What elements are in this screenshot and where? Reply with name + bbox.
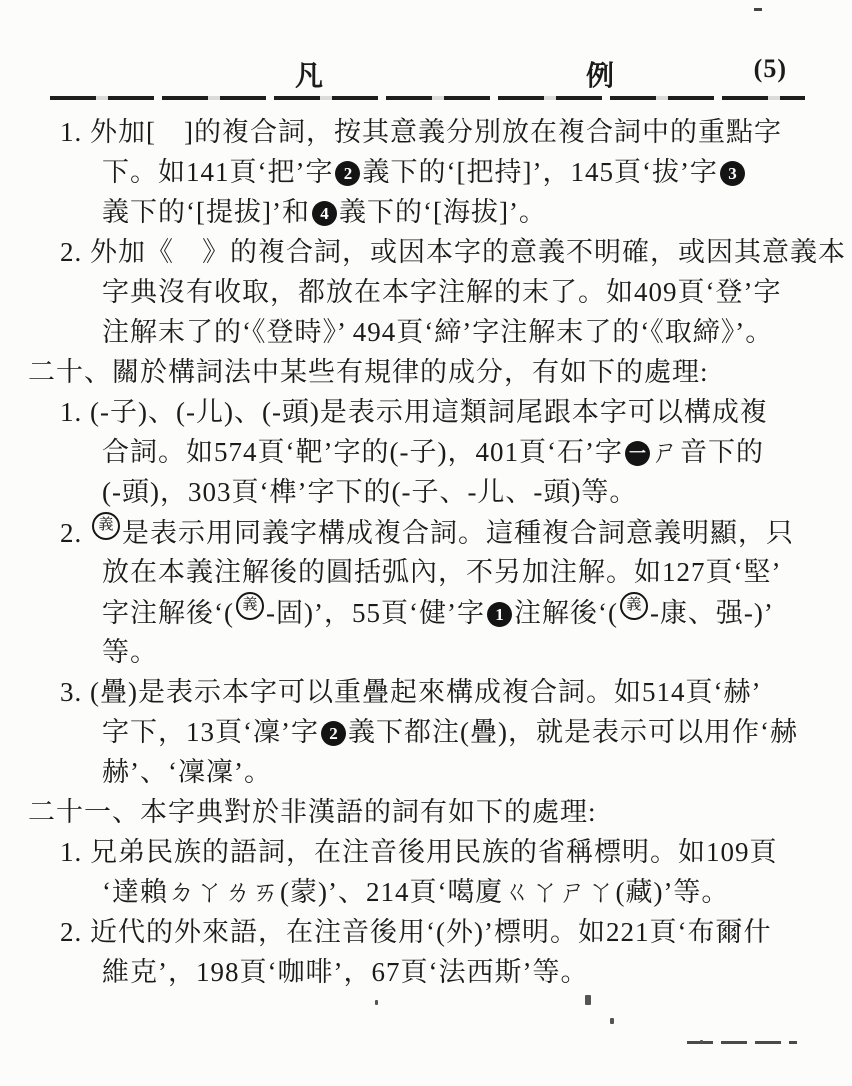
running-title-char: 凡: [295, 61, 325, 92]
text-body: [28, 112, 846, 992]
text-run: 2. 近代的外來語，在注音後用‘(外)’標明。如221頁‘布爾什: [60, 917, 772, 947]
text-line: [60, 112, 828, 152]
text-line: [102, 752, 828, 792]
text-run: -固)’，55頁‘健’字: [265, 598, 485, 628]
text-run: ‘達賴ㄉㄚㄌㄞ(蒙)’、214頁‘噶廈ㄍㄚㄕㄚ(藏)’等。: [102, 877, 730, 907]
sense-number-badge: 一: [625, 441, 650, 466]
text-line: [102, 472, 828, 512]
text-run: 二十一、本字典對於非漢語的詞有如下的處理:: [28, 797, 597, 827]
text-run: 是表示用同義字構成複合詞。這種複合詞意義明顯，只: [122, 518, 794, 548]
scan-speck: [585, 995, 591, 1005]
text-run: 注解末了的‘《登時》’ 494頁‘締’字注解末了的‘《取締》’。: [102, 317, 774, 347]
text-run: 3. (疊)是表示本字可以重疊起來構成複合詞。如514頁‘赫’: [60, 677, 762, 707]
running-title-char: 例: [585, 61, 615, 92]
text-run: 義下的‘[提拔]’和: [102, 197, 310, 227]
sense-number-badge: 2: [321, 721, 346, 746]
text-run: 義下的‘[海拔]’。: [338, 197, 547, 227]
text-line: [60, 912, 828, 952]
text-run: 2.: [60, 518, 90, 548]
scan-speck: [754, 8, 762, 11]
text-run: 放在本義注解後的圓括弧內，不另加注解。如127頁‘堅’: [102, 557, 782, 587]
text-line: [102, 632, 828, 672]
scan-speck: [375, 1000, 378, 1005]
text-line: [102, 192, 828, 232]
text-run: 維克’，198頁‘咖啡’，67頁‘法西斯’等。: [102, 957, 589, 987]
sense-number-badge: 3: [720, 161, 745, 186]
text-run: 1. 外加[ ]的複合詞，按其意義分別放在複合詞中的重點字: [60, 117, 782, 147]
text-run: 字注解後‘(: [102, 598, 234, 628]
text-line: [102, 432, 828, 472]
text-line: [28, 792, 828, 832]
text-line: [60, 392, 828, 432]
text-run: 二十、關於構詞法中某些有規律的成分，有如下的處理:: [28, 357, 709, 387]
text-run: 合詞。如574頁‘靶’字的(-子)，401頁‘石’字: [102, 437, 623, 467]
text-run: 字典沒有收取，都放在本字注解的末了。如409頁‘登’字: [102, 277, 782, 307]
text-line: [102, 952, 828, 992]
text-run: 等。: [102, 637, 158, 667]
page-number: (5): [753, 54, 787, 83]
text-run: 1. 兄弟民族的語詞，在注音後用民族的省稱標明。如109頁: [60, 837, 778, 867]
sense-number-badge: 1: [487, 602, 512, 627]
text-line: [102, 712, 828, 752]
scan-speck: [610, 1018, 614, 1024]
text-run: 赫’、‘凜凜’。: [102, 757, 272, 787]
text-run: 注解後‘(: [513, 598, 618, 628]
text-run: 下。如141頁‘把’字: [102, 157, 334, 187]
synonym-circle-mark: 義: [236, 592, 264, 620]
text-line: [102, 592, 828, 632]
page-header: [55, 54, 805, 92]
text-line: [102, 552, 828, 592]
scan-dash-mark: [687, 1041, 797, 1044]
text-run: 義下的‘[把持]’，145頁‘拔’字: [362, 157, 718, 187]
sense-number-badge: 2: [335, 161, 360, 186]
text-run: ㄕ音下的: [651, 437, 764, 467]
text-run: (-頭)，303頁‘榫’字下的(-子、-儿、-頭)等。: [102, 477, 638, 507]
text-line: [60, 672, 828, 712]
synonym-circle-mark: 義: [620, 592, 648, 620]
text-line: [102, 152, 828, 192]
sense-number-badge: 4: [312, 201, 337, 226]
text-run: 字下，13頁‘凜’字: [102, 717, 319, 747]
text-run: 1. (-子)、(-儿)、(-頭)是表示用這類詞尾跟本字可以構成複: [60, 397, 768, 427]
synonym-circle-mark: 義: [92, 512, 120, 540]
text-run: 2. 外加《 》的複合詞，或因本字的意義不明確，或因其意義本: [60, 237, 846, 267]
header-rule: [50, 96, 805, 100]
text-line: [102, 312, 828, 352]
text-line: [60, 232, 846, 272]
running-title: [295, 54, 615, 94]
text-line: [102, 872, 828, 912]
text-line: [102, 272, 828, 312]
text-line: [28, 352, 828, 392]
text-line: [60, 512, 828, 552]
text-run: 義下都注(疊)，就是表示可以用作‘赫: [347, 717, 798, 747]
scan-speck: [700, 1040, 703, 1043]
text-line: [60, 832, 828, 872]
text-run: -康、强-)’: [649, 598, 774, 628]
